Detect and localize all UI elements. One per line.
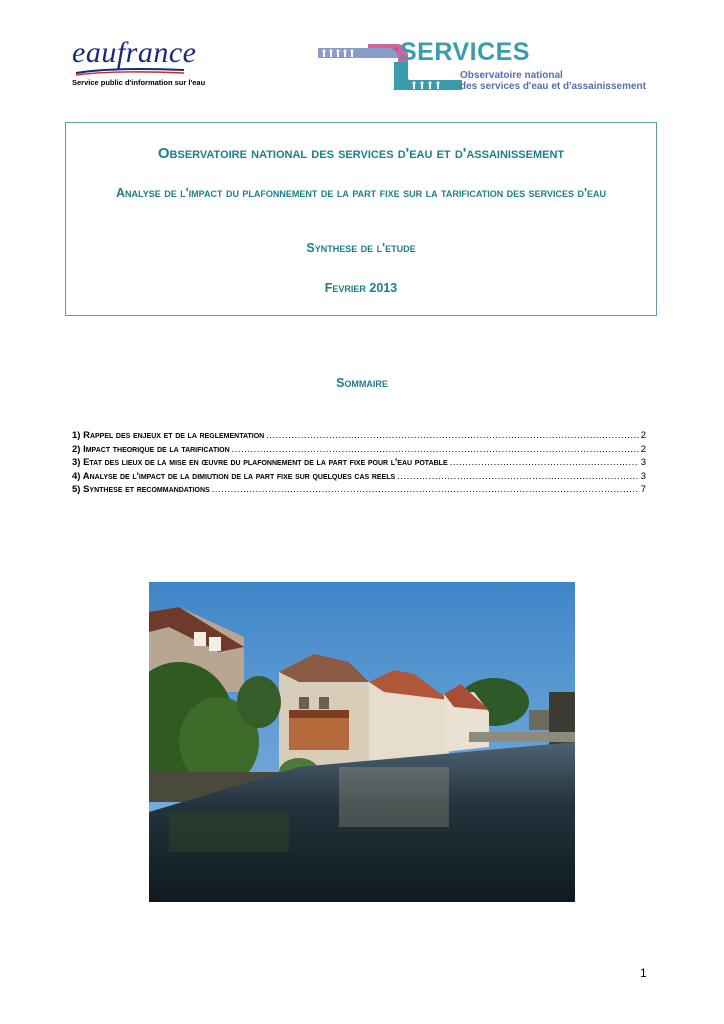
document-date: Fevrier 2013 (324, 281, 398, 295)
toc-item-label: 3) Etat des lieux de la mise en œuvre du plafonnement de la part fixe pour l'eau potable (72, 457, 448, 468)
toc-item[interactable] (72, 484, 646, 498)
toc-item-label: 1) Rappel des enjeux et de la reglementation (72, 430, 265, 441)
services-subtitle (460, 70, 646, 92)
sommaire-heading: Sommaire (336, 376, 388, 390)
toc-item-label: 2) Impact theorique de la tarification (72, 443, 230, 455)
toc-item[interactable] (72, 430, 646, 444)
toc-item-label: 4) Analyse de l'impact de la dimiution de la part fixe sur quelques cas reels (72, 470, 396, 482)
toc-item[interactable] (72, 471, 646, 485)
toc-item[interactable] (72, 457, 646, 471)
services-title: SERVICES (400, 38, 530, 66)
toc-leader (397, 471, 639, 482)
toc-item-page: 7 (640, 484, 646, 495)
eaufrance-brand: eaufrance (72, 36, 197, 69)
toc-leader (212, 484, 639, 495)
services-subtitle-line1: Observatoire national (460, 70, 563, 81)
document-subtitle: Analyse de l'impact du plafonnement de la part fixe sur la tarification des services d'eau (116, 186, 606, 200)
toc-item-page: 2 (640, 443, 646, 455)
page-number: 1 (640, 966, 647, 980)
table-of-contents (72, 430, 646, 498)
swoosh-icon (74, 66, 186, 76)
toc-leader (266, 430, 638, 441)
eaufrance-logo (72, 36, 206, 92)
toc-item-page: 2 (640, 430, 646, 441)
services-subtitle-line2: des services d'eau et d'assainissement (460, 81, 646, 92)
riverside-town-photo (149, 582, 575, 902)
toc-item[interactable] (72, 444, 646, 458)
toc-item-label: 5) Synthese et recommandations (72, 484, 210, 495)
document-title: Observatoire national des services d'eau et d'assainissement (157, 145, 565, 162)
toc-item-page: 3 (640, 457, 646, 468)
toc-leader (450, 457, 639, 468)
toc-leader (232, 444, 639, 455)
eaufrance-tagline: Service public d'information sur l'eau (72, 78, 206, 87)
document-type: Synthese de l'etude (306, 241, 416, 255)
toc-item-page: 3 (640, 470, 646, 482)
title-box (65, 122, 657, 316)
services-logo (318, 40, 658, 92)
